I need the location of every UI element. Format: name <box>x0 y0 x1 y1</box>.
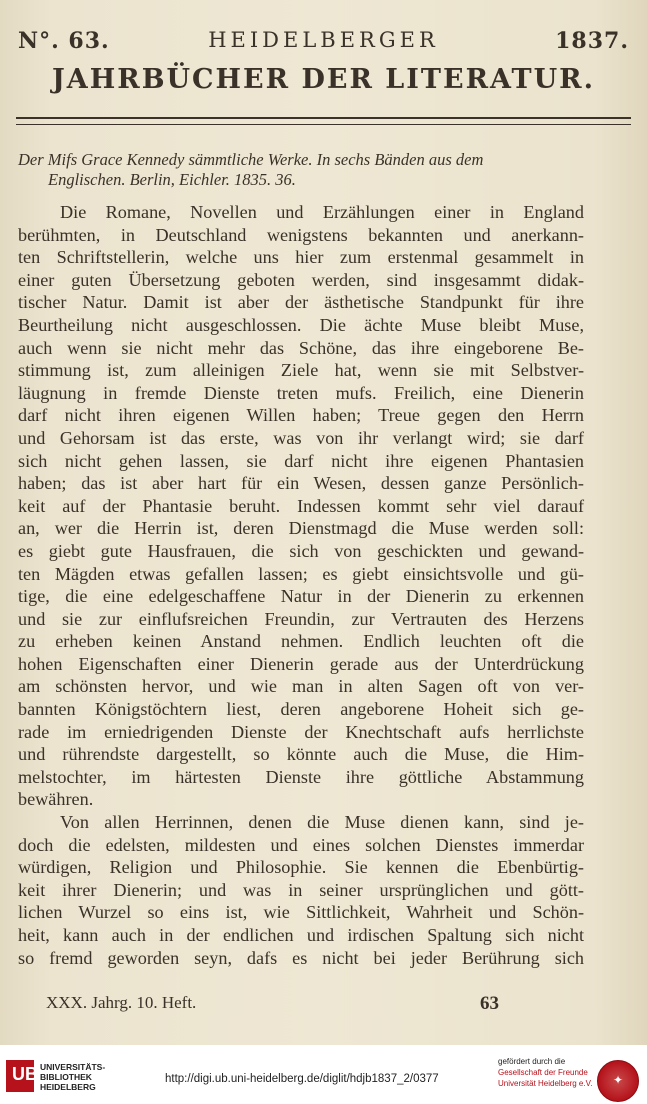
text-line: würdigen, Religion und Philosophie. Sie kennen die Ebenbürtig- <box>18 857 584 878</box>
text-line: darf nicht ihren eigenen Willen haben; Treue gegen den Herrn <box>18 405 584 426</box>
library-logo[interactable] <box>6 1058 136 1098</box>
text-line: zu erheben keinen Anstand nehmen. Endlich leuchten oft die <box>18 631 584 652</box>
text-line: und rührendste dargestellt, so könnte auch die Muse, die Him- <box>18 744 584 765</box>
text-line: auch wenn sie nicht mehr das Schöne, das ihre eingeborene Be- <box>18 337 584 358</box>
text-line: bewähren. <box>18 789 94 810</box>
text-line: rade im erniedrigenden Dienste der Knechtschaft aufs herrlichste <box>18 721 584 742</box>
issue-year: 1837. <box>555 28 629 54</box>
text-line: lichen Wurzel so eins ist, wie Sittlichkeit, Wahrheit und Schön- <box>18 902 584 923</box>
library-logo-text: UNIVERSITÄTS- BIBLIOTHEK HEIDELBERG <box>40 1062 106 1092</box>
text-line: stimmung ist, zum alleinigen Ziele hat, wenn sie mit Selbstver- <box>18 360 584 381</box>
page-footer <box>46 993 595 1015</box>
citation-line-2: Englischen. Berlin, Eichler. 1835. 36. <box>48 170 296 189</box>
text-line: heit, kann auch in der endlichen und irdischen Spaltung sich nicht <box>18 925 584 945</box>
text-line: läugnung in fremde Dienste treten mufs. Freilich, eine Dienerin <box>18 382 584 403</box>
text-line: an, wer die Herrin ist, deren Dienstmagd die Muse werden soll: <box>18 518 584 539</box>
text-line: einer guten Übersetzung geboten werden, sind insgesammt didak- <box>18 269 584 290</box>
text-line: Beurtheilung nicht ausgeschlossen. Die ächte Muse bleibt Muse, <box>18 314 584 335</box>
text-line: tischer Natur. Damit ist aber der ästhetische Standpunkt für ihre <box>18 292 584 313</box>
text-line: tige, die eine edelgeschaffene Natur in der Dienerin zu erkennen <box>18 586 584 607</box>
text-line: berühmten, in Deutschland wenigstens bekannten und anerkann- <box>18 224 584 245</box>
journal-name-top: HEIDELBERGER <box>208 28 439 52</box>
text-line: haben; das ist aber hart für ein Wesen, dessen ganze Persönlich- <box>18 473 584 494</box>
running-header <box>18 28 629 58</box>
text-line: ten Schriftstellerin, welche uns hier zum erstenmal gesammelt in <box>18 247 584 268</box>
text-line: ten Mägden etwas gefallen lassen; es giebt einsichtsvolle und gü- <box>18 563 584 584</box>
text-line: hohen Eigenschaften einer Dienerin gerade aus der Unterdrückung <box>18 653 584 674</box>
text-line: Die Romane, Novellen und Erzählungen einer in England <box>60 202 584 222</box>
sponsor-text: gefördert durch die Gesellschaft der Freunde Universität Heidelberg e.V. <box>498 1057 593 1088</box>
page-number: 63 <box>480 993 499 1014</box>
text-line: und Gehorsam ist das erste, was von ihr verlangt wird; sie darf <box>18 427 584 448</box>
library-logo-icon: UB <box>6 1060 34 1092</box>
journal-title: JAHRBÜCHER DER LITERATUR. <box>52 64 595 95</box>
permalink-url[interactable]: http://digi.ub.uni-heidelberg.de/diglit/hdjb1837_2/0377 <box>165 1073 439 1085</box>
text-line: bannten Königstöchtern liest, deren angeborene Hoheit sich ge- <box>18 699 584 720</box>
text-line: keit ihrer Dienerin; und was in seiner ursprünglichen und gött- <box>18 879 584 900</box>
text-line: und sie zur einflufsreichen Freundin, zur Vertrauten des Herzens <box>18 608 584 629</box>
text-line: melstochter, im härtesten Dienste ihre göttliche Abstammung <box>18 766 584 787</box>
text-line: es giebt gute Hausfrauen, die sich von geschickten und gewand- <box>18 540 584 561</box>
signature-mark: XXX. Jahrg. 10. Heft. <box>46 993 197 1012</box>
header-rule <box>16 117 631 125</box>
text-line: keit auf der Phantasie beruht. Indessen kommt sehr viel darauf <box>18 495 584 516</box>
text-line: am schönsten hervor, und wie man in alten Sagen oft von ver- <box>18 676 584 697</box>
text-line: doch die edelsten, mildesten und eines solchen Dienstes immerdar <box>18 834 584 855</box>
issue-number: N°. 63. <box>18 28 110 54</box>
book-citation <box>18 150 618 190</box>
article-body <box>18 201 584 969</box>
text-line: so fremd geworden seyn, dafs es nicht bei jeder Berührung sich <box>18 947 584 968</box>
text-line: Von allen Herrinnen, denen die Muse dienen kann, sind je- <box>60 812 584 833</box>
citation-line-1: Der Mifs Grace Kennedy sämmtliche Werke. In sechs Bänden aus dem <box>18 150 484 169</box>
university-seal-icon[interactable]: ✦ <box>597 1060 639 1102</box>
text-line: sich nicht gehen lassen, sie darf nicht ihre eigenen Phantasien <box>18 450 584 471</box>
